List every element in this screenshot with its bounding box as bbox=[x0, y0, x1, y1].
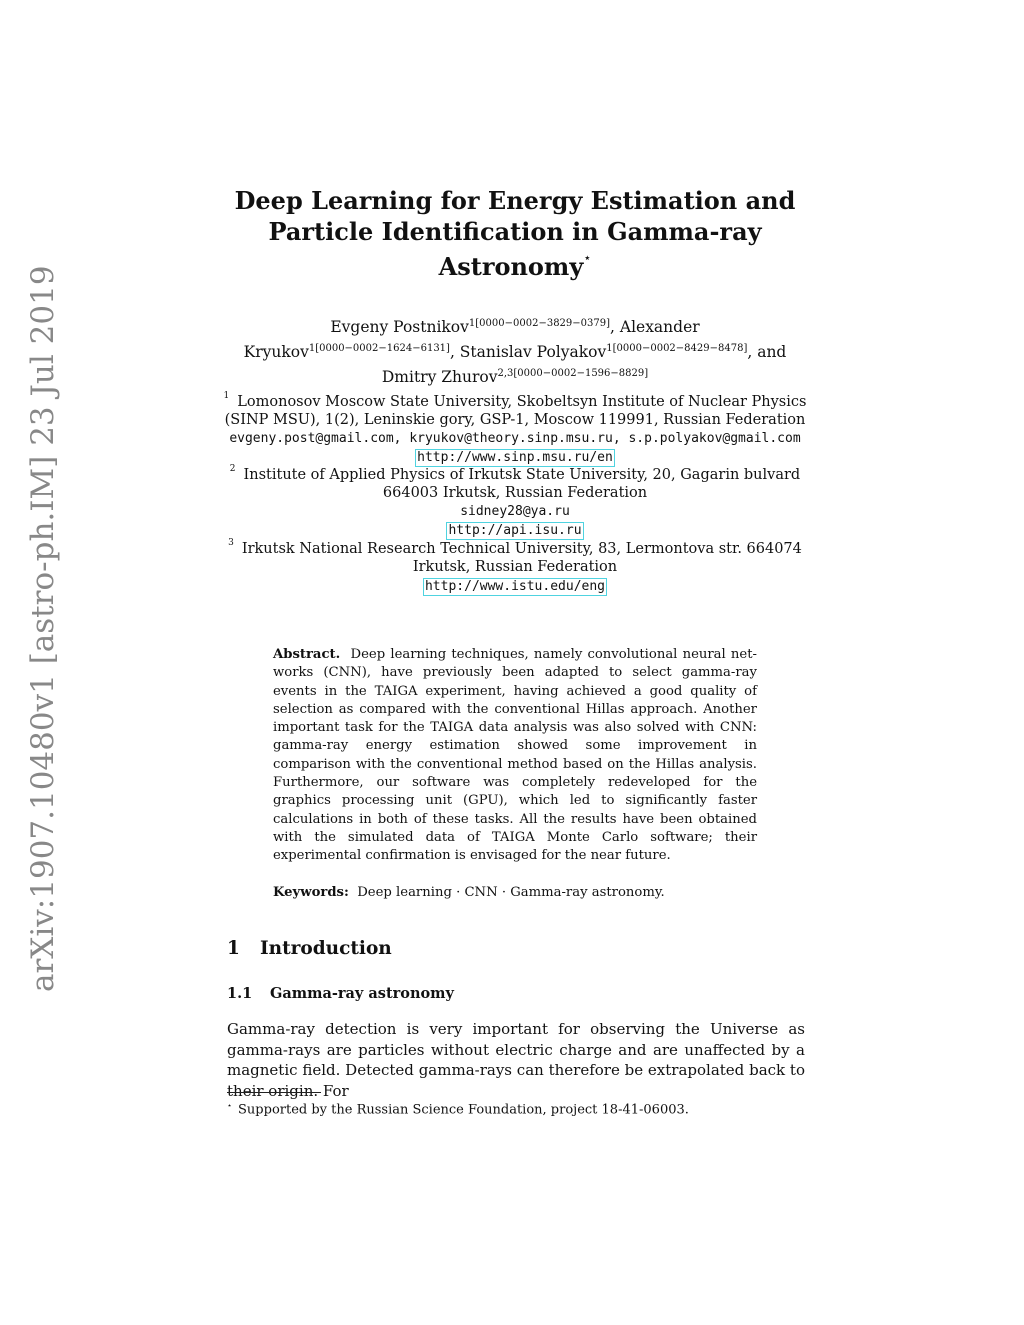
abstract bbox=[273, 646, 757, 866]
title-line-1: Deep Learning for Energy Estimation and bbox=[234, 186, 796, 215]
aff1-number: 1 bbox=[223, 391, 230, 401]
subsection-heading-gamma-ray-astronomy bbox=[227, 985, 454, 1002]
orcid-postnikov: 1[0000−0002−3829−0379] bbox=[468, 318, 611, 329]
section-title: Introduction bbox=[260, 938, 392, 959]
author-line-1 bbox=[200, 313, 830, 338]
intro-paragraph: Gamma-ray detection is very important for observing the Universe as gamma-rays are particles without electric charge and are unaffected by a magnetic field. Detected gamma-rays can therefore be extrapolated back to their origin. For bbox=[227, 1020, 805, 1100]
arxiv-side-label: arXiv:1907.10480v1 [astro-ph.IM] 23 Jul 2019 bbox=[25, 265, 61, 992]
aff2-email[interactable]: sidney28@ya.ru bbox=[460, 503, 570, 519]
orcid-polyakov: 1[0000−0002−8429−8478] bbox=[606, 343, 748, 355]
aff3-url-row bbox=[200, 578, 830, 597]
author-postnikov: Evgeny Postnikov bbox=[330, 318, 469, 337]
footnote-rule bbox=[227, 1092, 321, 1093]
author-polyakov: , Stanislav Polyakov bbox=[449, 343, 607, 362]
author-sep-3: , and bbox=[747, 343, 787, 362]
author-line-3 bbox=[200, 363, 830, 388]
section-number: 1 bbox=[227, 938, 240, 959]
subsection-number: 1.1 bbox=[227, 985, 253, 1002]
aff3-line-1 bbox=[200, 536, 830, 558]
aff3-line-2: Irkutsk, Russian Federation bbox=[412, 559, 618, 576]
aff3-number: 3 bbox=[228, 538, 234, 548]
abstract-label: Abstract. bbox=[273, 647, 341, 662]
aff2-url-link[interactable]: http://api.isu.ru bbox=[448, 523, 582, 539]
footnote-mark: ⋆ bbox=[227, 1101, 233, 1110]
aff1-line-1 bbox=[200, 389, 830, 411]
author-zhurov: Dmitry Zhurov bbox=[381, 368, 498, 387]
author-list bbox=[200, 313, 830, 388]
footnote-text: Supported by the Russian Science Foundation, project 18-41-06003. bbox=[238, 1102, 689, 1118]
aff1-url-link[interactable]: http://www.sinp.msu.ru/en bbox=[417, 450, 613, 466]
keywords-label: Keywords: bbox=[273, 885, 349, 900]
keywords bbox=[273, 884, 757, 902]
orcid-kryukov: 1[0000−0002−1624−6131] bbox=[308, 343, 450, 355]
subsection-title: Gamma-ray astronomy bbox=[270, 985, 454, 1002]
paper-title bbox=[200, 185, 830, 282]
aff1-emails[interactable]: evgeny.post@gmail.com, kryukov@theory.sinp.msu.ru, s.p.polyakov@gmail.com bbox=[229, 430, 801, 446]
aff3-text-1: Irkutsk National Research Technical University, 83, Lermontova str. 664074 bbox=[241, 540, 802, 557]
affiliation-2 bbox=[200, 462, 830, 541]
author-sep-1: , Alexander bbox=[610, 318, 700, 337]
keywords-text: Deep learning · CNN · Gamma-ray astronomy. bbox=[357, 885, 665, 900]
author-kryukov: Kryukov bbox=[243, 343, 309, 362]
title-line-3-text: Astronomy bbox=[438, 252, 584, 281]
affiliation-3 bbox=[200, 536, 830, 596]
author-line-2 bbox=[200, 338, 830, 363]
title-line-3 bbox=[200, 247, 830, 282]
aff2-number: 2 bbox=[229, 464, 236, 474]
aff2-line-2: 664003 Irkutsk, Russian Federation bbox=[382, 485, 648, 502]
aff2-line-1 bbox=[200, 462, 830, 484]
footnote bbox=[227, 1097, 689, 1118]
affiliation-1 bbox=[200, 389, 830, 468]
title-line-2: Particle Identification in Gamma-ray bbox=[268, 217, 762, 246]
section-heading-introduction bbox=[227, 938, 392, 959]
title-footnote-mark: ⋆ bbox=[583, 251, 592, 266]
aff1-line-2: (SINP MSU), 1(2), Leninskie gory, GSP-1, Moscow 119991, Russian Federation bbox=[224, 412, 806, 429]
aff3-url-link[interactable]: http://www.istu.edu/eng bbox=[424, 578, 605, 594]
aff1-text-1: Lomonosov Moscow State University, Skobeltsyn Institute of Nuclear Physics bbox=[237, 393, 807, 410]
aff2-text-1: Institute of Applied Physics of Irkutsk State University, 20, Gagarin bulvard bbox=[243, 466, 801, 483]
abstract-text: Deep learning techniques, namely convolutional neural networks (CNN), have previously been adapted to select gamma-ray events in the TAIGA experiment, having achieved a good quality of selection as compared with the conventional Hillas approach. Another important task for the TAIGA data analysis was also solved with CNN: gamma-ray energy estimation showed some improvement in comparison with the conventional method based on the Hillas analysis. Furthermore, our software was completely redeveloped for the graphics processing unit (GPU), which led to significantly faster calculations in both of these tasks. All the results have been obtained with the simulated data of TAIGA Monte Carlo software; their experimental confirmation is envisaged for the near future. bbox=[273, 647, 757, 864]
orcid-zhurov: 2,3[0000−0002−1596−8829] bbox=[497, 368, 649, 380]
